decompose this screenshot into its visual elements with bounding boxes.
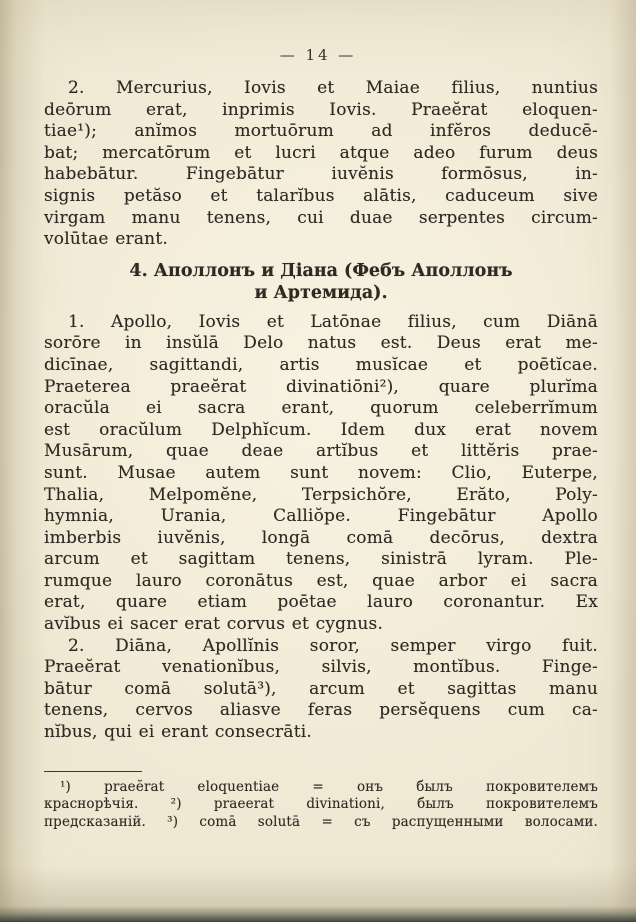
text-line: signis petăso et talarĭbus alātis, caduceum sive — [44, 185, 598, 206]
text-line: est oracŭlum Delphĭcum. Idem dux erat novem — [44, 419, 598, 440]
text-line: nĭbus, qui ei erant consecrāti. — [44, 722, 312, 743]
text-line: 1. Apollo, Iovis et Latōnae filius, cum Diānā — [68, 311, 598, 332]
paragraph-apollo — [44, 312, 598, 636]
text-line: sorōre in insŭlā Delo natus est. Deus erat me- — [44, 333, 598, 354]
text-line: 4. Аполлонъ и Діана (Фебъ Аполлонъ — [129, 260, 513, 281]
text-column — [0, 78, 636, 831]
footnote-separator — [44, 771, 142, 772]
text-line: ¹) praeĕrat eloquentiae = онъ былъ покровителемъ — [60, 778, 598, 795]
text-line: 2. Mercurius, Iovis et Maiae filius, nuntius — [68, 78, 598, 98]
section-heading — [44, 260, 598, 304]
text-line: virgam manu tenens, cui duae serpentes circum- — [44, 207, 598, 228]
text-line: sunt. Musae autem sunt novem: Clio, Euterpe, — [44, 462, 598, 483]
footnotes — [44, 779, 598, 832]
paragraph-diana — [44, 636, 598, 744]
text-line: Praeterea praeĕrat divinatiōni²), quare plurĭma — [44, 376, 598, 397]
text-line: Musārum, quae deae artĭbus et littĕris prae- — [44, 441, 598, 462]
text-line: Praeĕrat venationĭbus, silvis, montĭbus. Finge- — [44, 657, 598, 678]
text-line: tenens, cervos aliasve feras persĕquens cum ca- — [44, 700, 598, 721]
text-line: предсказаній. ³) comā solutā = съ распущенными волосами. — [44, 813, 598, 830]
text-line: dicīnae, sagittandi, artis musĭcae et poētĭcae. — [44, 354, 598, 375]
page-bottom-edge — [0, 906, 636, 922]
text-line: arcum et sagittam tenens, sinistrā lyram. Ple- — [44, 549, 598, 570]
text-line: oracŭla ei sacra erant, quorum celeberrĭmum — [44, 398, 598, 419]
text-line: avĭbus ei sacer erat corvus et cygnus. — [44, 614, 384, 635]
text-line: erat, quare etiam poētae lauro coronantur. Ex — [44, 592, 598, 613]
text-line: и Артемида). — [254, 282, 388, 303]
text-line: 2. Diāna, Apollĭnis soror, semper virgo fuit. — [68, 635, 598, 656]
paragraph-mercurius — [44, 78, 598, 251]
text-line: Thalia, Melpomĕne, Terpsichŏre, Erăto, Poly- — [44, 484, 598, 505]
text-line: hymnia, Urania, Calliŏpe. Fingebātur Apollo — [44, 506, 598, 527]
text-line: bātur comā solutā³), arcum et sagittas manu — [44, 678, 598, 699]
text-line: deōrum erat, inprimis Iovis. Praeĕrat eloquen- — [44, 99, 598, 120]
text-line: rumque lauro coronātus est, quae arbor ei sacra — [44, 570, 598, 591]
text-line: habebātur. Fingebātur iuvĕnis formōsus, in- — [44, 164, 598, 185]
text-line: imberbis iuvĕnis, longā comā decōrus, dextra — [44, 527, 598, 548]
text-line: bat; mercatōrum et lucri atque adeo furum deus — [44, 142, 598, 163]
text-line: краснорѣчія. ²) praeerat divinationi, былъ покровителемъ — [44, 796, 598, 813]
text-line: tiae¹); anĭmos mortuōrum ad infĕros deducē- — [44, 121, 598, 142]
page-number: — 14 — — [279, 46, 357, 64]
text-line: volūtae erant. — [44, 229, 168, 250]
